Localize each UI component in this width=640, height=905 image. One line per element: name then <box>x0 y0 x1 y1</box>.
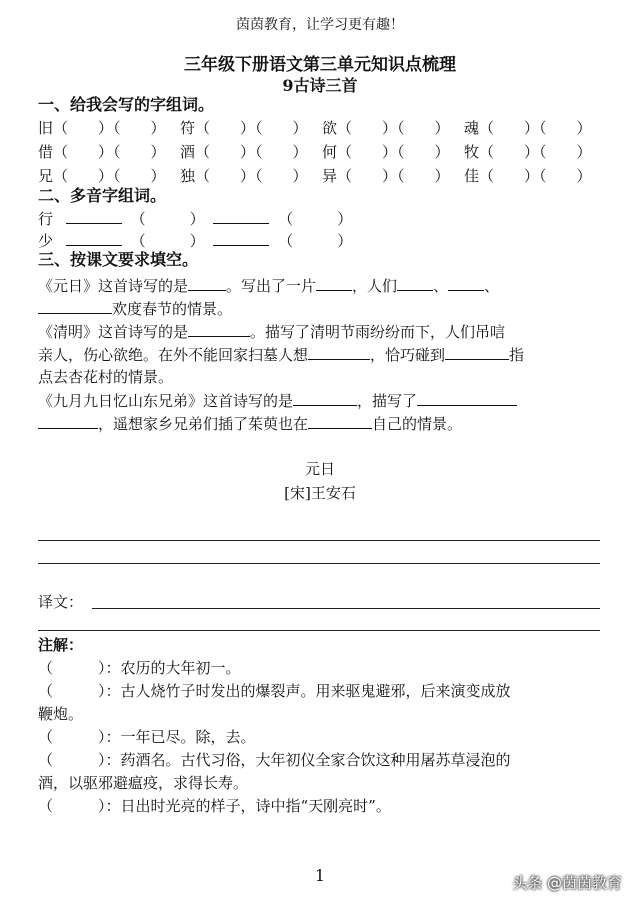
poem-author: [宋]王安石 <box>284 484 356 502</box>
char-cell: 何（ ）（ ） <box>322 143 450 161</box>
char-cell: 异（ ）（ ） <box>322 167 450 185</box>
section-heading-1: 一、给我会写的字组词。 <box>38 95 215 114</box>
lesson-title: 9古诗三首 <box>282 76 358 95</box>
char-cell: 酒（ ）（ ） <box>180 143 308 161</box>
page-title: 三年级下册语文第三单元知识点梳理 <box>184 55 456 75</box>
char-row <box>38 166 608 186</box>
answer-blank[interactable] <box>308 413 372 429</box>
section-heading-2: 二、多音字组词。 <box>38 186 167 205</box>
answer-blank[interactable] <box>188 275 226 291</box>
answer-blank[interactable] <box>38 298 112 314</box>
notes-heading: 注解： <box>38 636 84 654</box>
fill-line: ，遥想家乡兄弟们插了茱萸也在 自己的情景。 <box>38 413 462 434</box>
answer-blank[interactable] <box>38 413 98 429</box>
note-item: （ ）：一年已尽。除，去。 <box>38 728 256 746</box>
char-cell: 旧（ ）（ ） <box>38 119 166 137</box>
answer-blank[interactable] <box>417 390 517 406</box>
note-item: （ ）：药酒名。古代习俗，大年初仪全家合饮这种用屠苏草浸泡的 <box>38 751 511 769</box>
note-item: （ ）：农历的大年初一。 <box>38 659 241 677</box>
char-cell: 佳（ ）（ ） <box>464 167 592 185</box>
fill-line: 亲人，伤心欲绝。在外不能回家扫墓人想 ，恰巧碰到 指 <box>38 346 525 364</box>
fill-line: 欢度春节的情景。 <box>38 298 232 319</box>
note-item-continued: 鞭炮。 <box>38 705 84 723</box>
answer-blank[interactable] <box>66 208 122 224</box>
note-item: （ ）：日出时光亮的样子，诗中指“天刚亮时”。 <box>38 797 391 815</box>
char-cell: 独（ ）（ ） <box>180 167 308 185</box>
fill-line: 《清明》这首诗写的是 。描写了清明节雨纷纷而下，人们吊唁 <box>38 323 506 341</box>
answer-blank[interactable] <box>316 275 352 291</box>
section-heading-3: 三、按课文要求填空。 <box>38 250 199 269</box>
watermark: 头条 @茵茵教育 <box>512 874 622 892</box>
poem-writing-line[interactable] <box>38 563 600 564</box>
char-cell: 兄（ ）（ ） <box>38 167 166 185</box>
answer-blank[interactable] <box>213 208 269 224</box>
answer-blank[interactable] <box>188 321 250 337</box>
header-slogan: 茵茵教育，让学习更有趣！ <box>236 17 404 33</box>
char-cell: 借（ ）（ ） <box>38 143 166 161</box>
fill-line: 《元日》这首诗写的是 。写出了一片 ，人们 、 、 <box>38 277 500 295</box>
polyphone-row: 行 （ ） （ ） <box>38 210 353 228</box>
answer-blank[interactable] <box>213 230 269 246</box>
answer-blank[interactable] <box>448 275 484 291</box>
fill-line: 点去杏花村的情景。 <box>38 368 174 386</box>
answer-blank[interactable] <box>66 230 122 246</box>
translation-line[interactable] <box>38 630 600 631</box>
char-row <box>38 118 608 138</box>
char-cell: 欲（ ）（ ） <box>322 119 450 137</box>
answer-blank[interactable] <box>308 344 370 360</box>
page-number: 1 <box>314 866 326 885</box>
note-item: （ ）：古人烧竹子时发出的爆裂声。用来驱鬼避邪，后来演变成放 <box>38 682 511 700</box>
note-item-continued: 酒，以驱邪避瘟疫，求得长寿。 <box>38 774 249 792</box>
char-cell: 牧（ ）（ ） <box>464 143 592 161</box>
poem-title: 元日 <box>304 460 335 478</box>
char-row <box>38 142 608 162</box>
char-cell: 符（ ）（ ） <box>180 119 308 137</box>
answer-blank[interactable] <box>293 390 357 406</box>
fill-line: 《九月九日忆山东兄弟》这首诗写的是 ，描写了 <box>38 390 517 411</box>
translation-line[interactable] <box>92 608 600 609</box>
poem-writing-line[interactable] <box>38 540 600 541</box>
char-cell: 魂（ ）（ ） <box>464 119 592 137</box>
answer-blank[interactable] <box>397 275 433 291</box>
answer-blank[interactable] <box>445 344 509 360</box>
polyphone-row: 少 （ ） （ ） <box>38 232 353 250</box>
translation-label: 译文： <box>38 593 84 611</box>
